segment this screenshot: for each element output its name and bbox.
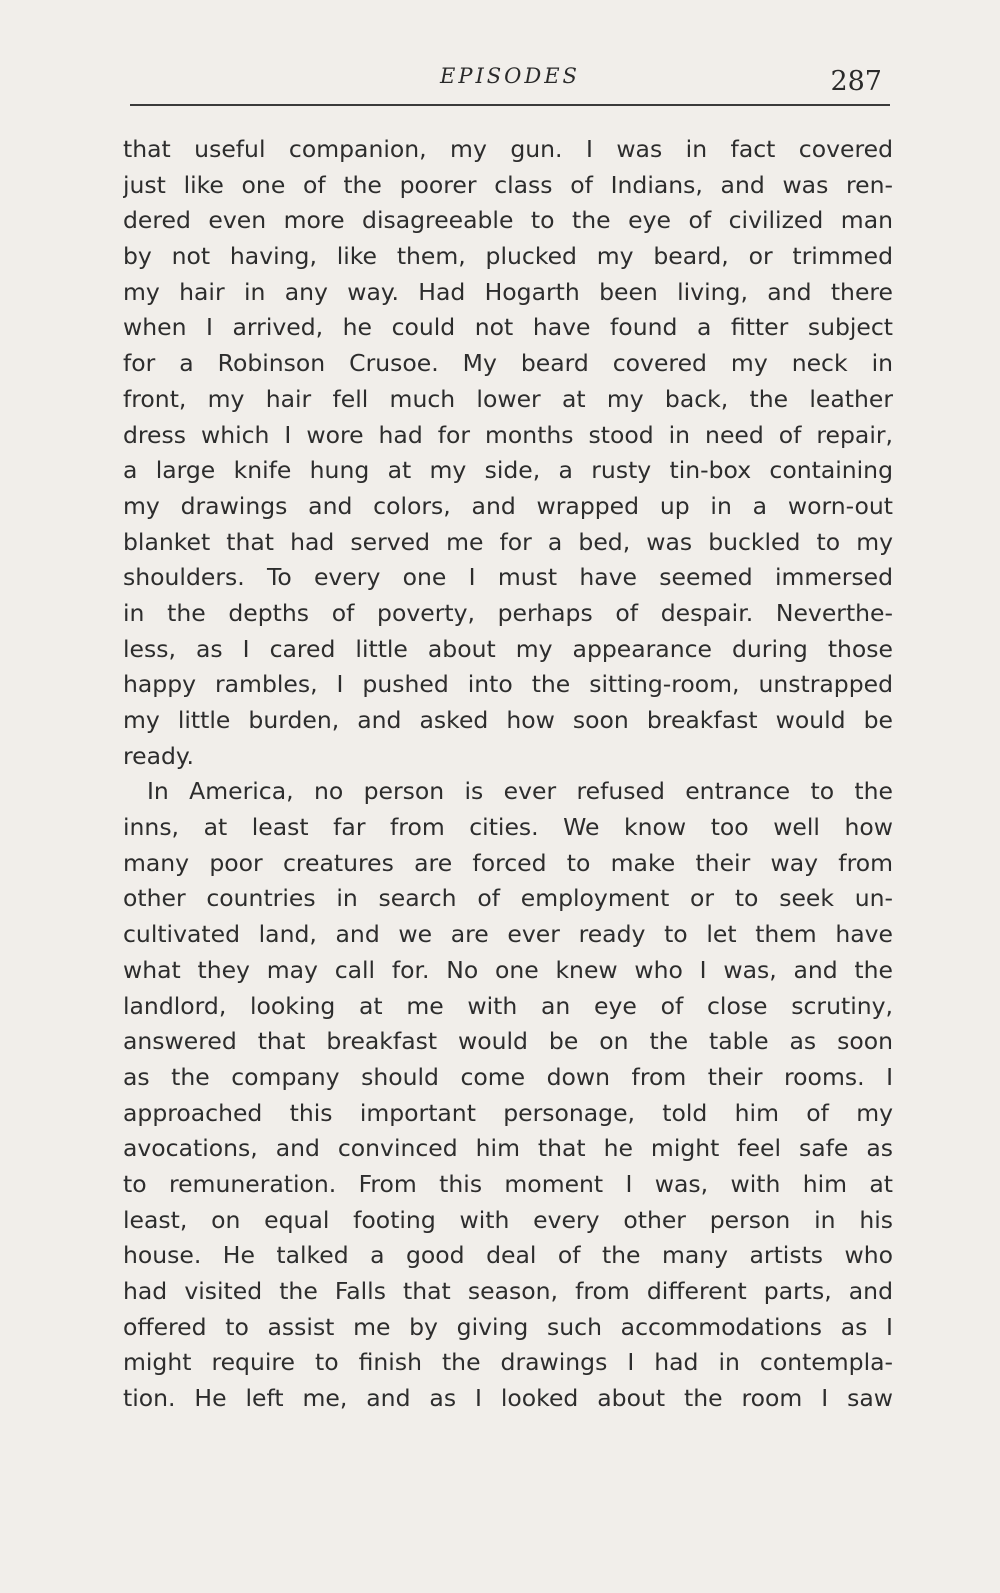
text-line: less, as I cared little about my appearance during those [123, 634, 893, 663]
text-line: blanket that had served me for a bed, was buckled to my [123, 527, 893, 556]
text-line: dered even more disagreeable to the eye of civilized man [123, 206, 893, 235]
running-head [130, 60, 890, 106]
text-line: to remuneration. From this moment I was, with him at [123, 1169, 893, 1198]
text-line: ready. [123, 741, 194, 770]
text-line: when I arrived, he could not have found a fitter subject [123, 313, 893, 342]
text-line: In America, no person is ever refused entrance to the [147, 777, 893, 806]
text-line: shoulders. To every one I must have seemed immersed [123, 563, 893, 592]
text-line: as the company should come down from their rooms. I [123, 1062, 893, 1091]
text-line: front, my hair fell much lower at my back, the leather [123, 384, 893, 413]
text-line: happy rambles, I pushed into the sitting-room, unstrapped [123, 670, 893, 699]
text-line: what they may call for. No one knew who I was, and the [123, 955, 893, 984]
text-line: approached this important personage, told him of my [123, 1098, 893, 1127]
text-line: inns, at least far from cities. We know too well how [123, 813, 893, 842]
text-line: cultivated land, and we are ever ready to let them have [123, 920, 893, 949]
text-line: my drawings and colors, and wrapped up in a worn-out [123, 491, 893, 520]
text-line: for a Robinson Crusoe. My beard covered my neck in [123, 349, 893, 378]
text-line: landlord, looking at me with an eye of close scrutiny, [123, 991, 893, 1020]
text-line: many poor creatures are forced to make their way from [123, 848, 893, 877]
text-line: least, on equal footing with every other person in his [123, 1205, 893, 1234]
text-line: my hair in any way. Had Hogarth been living, and there [123, 277, 893, 306]
text-line: dress which I wore had for months stood in need of repair, [123, 420, 893, 449]
text-line: tion. He left me, and as I looked about the room I saw [123, 1384, 893, 1413]
body-text [123, 132, 893, 1417]
text-line: in the depths of poverty, perhaps of despair. Neverthe- [123, 598, 893, 627]
text-line: other countries in search of employment or to seek un- [123, 884, 893, 913]
text-line: that useful companion, my gun. I was in fact covered [123, 135, 893, 163]
page-number: 287 [830, 66, 882, 97]
running-head-title: EPISODES [440, 64, 580, 88]
text-line: house. He talked a good deal of the many artists who [123, 1241, 893, 1270]
text-line: a large knife hung at my side, a rusty tin-box containing [123, 456, 893, 485]
text-line: answered that breakfast would be on the table as soon [123, 1027, 893, 1056]
text-line: had visited the Falls that season, from different parts, and [123, 1277, 893, 1305]
text-line: offered to assist me by giving such accommodations as I [123, 1312, 893, 1341]
text-line: avocations, and convinced him that he might feel safe as [123, 1134, 893, 1163]
text-line: might require to finish the drawings I had in contempla- [123, 1348, 893, 1377]
text-line: just like one of the poorer class of Indians, and was ren- [123, 170, 893, 199]
text-line: my little burden, and asked how soon breakfast would be [123, 706, 893, 734]
text-line: by not having, like them, plucked my beard, or trimmed [123, 242, 893, 271]
